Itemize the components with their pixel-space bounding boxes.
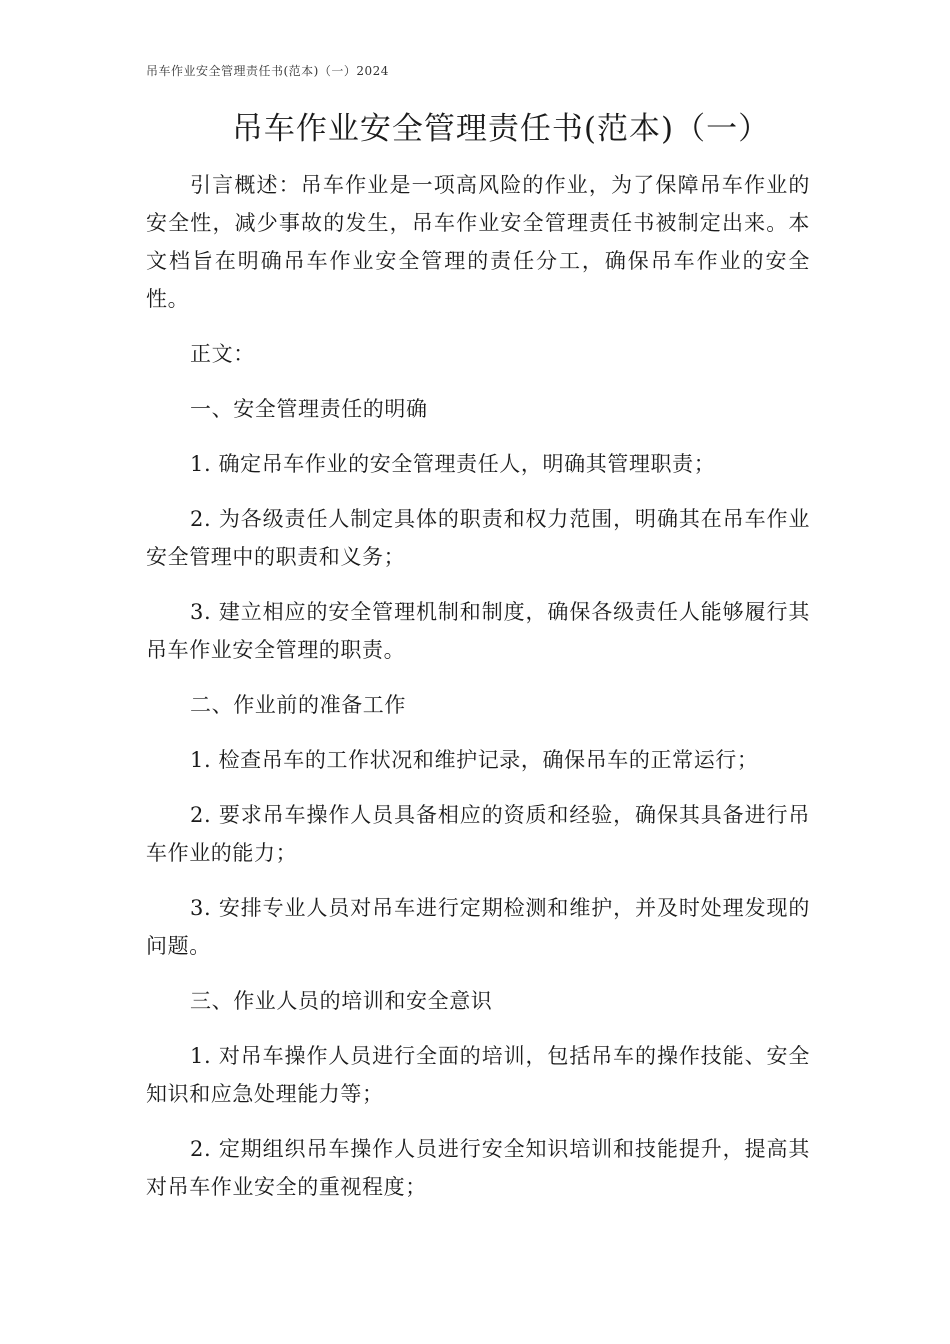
intro-paragraph: 引言概述：吊车作业是一项高风险的作业，为了保障吊车作业的安全性，减少事故的发生，吊车作业安全管理责任书被制定出来。本文档旨在明确吊车作业安全管理的责任分工，确保吊车作业的安全性。 <box>146 173 810 311</box>
body-label: 正文： <box>190 342 255 366</box>
section-heading-2: 二、作业前的准备工作 <box>190 693 406 717</box>
section-heading-3: 三、作业人员的培训和安全意识 <box>190 989 493 1013</box>
section-1-item-3: 3. 建立相应的安全管理机制和制度，确保各级责任人能够履行其吊车作业安全管理的职责。 <box>146 600 810 662</box>
running-header: 吊车作业安全管理责任书(范本)（一）2024 <box>146 64 389 78</box>
section-3-item-2: 2. 定期组织吊车操作人员进行安全知识培训和技能提升，提高其对吊车作业安全的重视程度； <box>146 1137 810 1199</box>
document-body <box>146 166 810 1223</box>
section-heading-1: 一、安全管理责任的明确 <box>190 397 428 421</box>
section-1-item-1: 1. 确定吊车作业的安全管理责任人，明确其管理职责； <box>190 452 716 476</box>
section-2-item-2: 2. 要求吊车操作人员具备相应的资质和经验，确保其具备进行吊车作业的能力； <box>146 803 810 865</box>
document-title: 吊车作业安全管理责任书(范本)（一） <box>231 111 771 147</box>
section-1-item-2: 2. 为各级责任人制定具体的职责和权力范围，明确其在吊车作业安全管理中的职责和义务； <box>146 507 810 569</box>
section-3-item-1: 1. 对吊车操作人员进行全面的培训，包括吊车的操作技能、安全知识和应急处理能力等； <box>146 1044 810 1106</box>
section-2-item-1: 1. 检查吊车的工作状况和维护记录，确保吊车的正常运行； <box>190 748 759 772</box>
section-2-item-3: 3. 安排专业人员对吊车进行定期检测和维护，并及时处理发现的问题。 <box>146 896 810 958</box>
